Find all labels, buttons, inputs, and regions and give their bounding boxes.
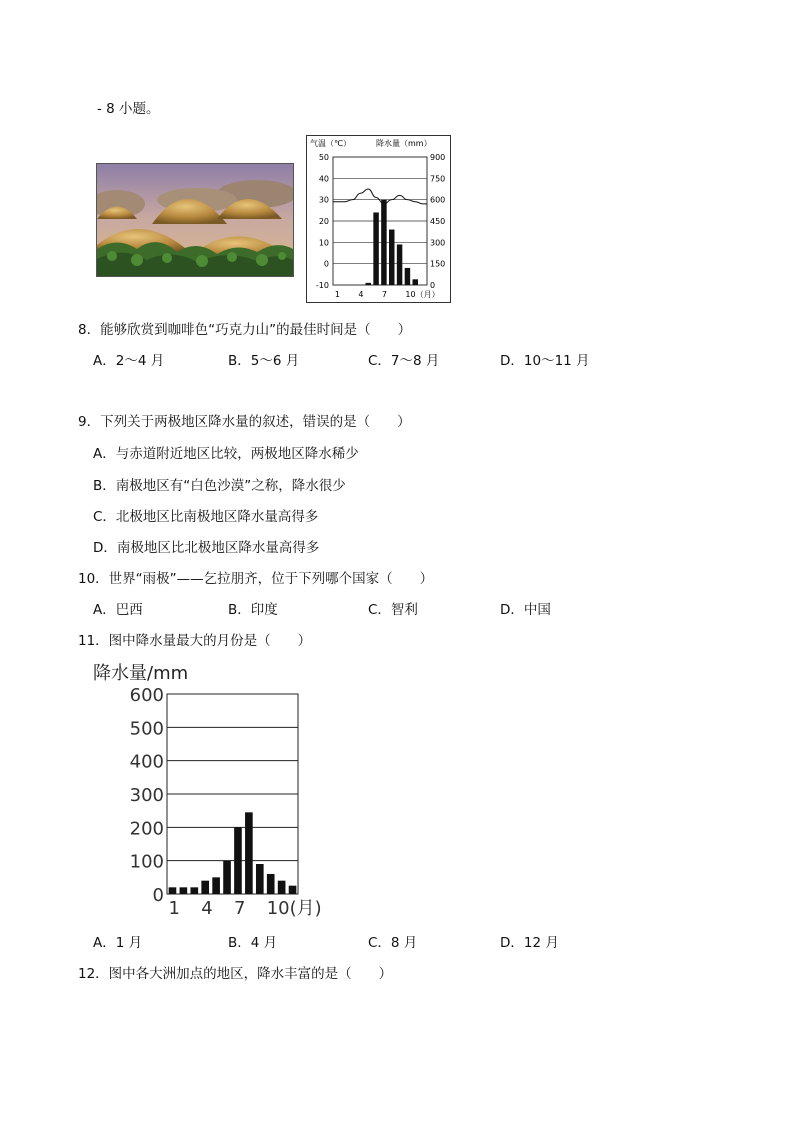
chart1-precip-bar (405, 268, 410, 285)
chart1-right-tick: 0 (430, 281, 436, 290)
q11-option-a[interactable]: A．1 月 (93, 935, 143, 951)
q9-stem: 9．下列关于两极地区降水量的叙述，错误的是（ ） (78, 414, 411, 430)
q11-stem: 11．图中降水量最大的月份是（ ） (78, 633, 312, 649)
chocolate-hills-photo (96, 163, 294, 277)
intro-text: - 8 小题。 (97, 101, 160, 117)
chart1-precip-bar (413, 279, 418, 285)
climate-chart (306, 135, 451, 303)
chart1-left-tick: 50 (318, 153, 329, 162)
chart1-precip-bar (397, 244, 402, 285)
chart2-y-tick: 500 (129, 718, 164, 740)
chart2-x-tick: 1 (168, 898, 180, 919)
chart2-y-tick: 200 (129, 818, 164, 840)
q11-option-b[interactable]: B．4 月 (228, 935, 278, 951)
chart2-x-tick: 7 (233, 898, 246, 919)
q10-option-b[interactable]: B．印度 (228, 602, 278, 618)
chart1-right-tick: 750 (430, 174, 446, 184)
chart2-bar (180, 887, 188, 894)
chart1-precip-bar (373, 212, 378, 285)
q8-option-d[interactable]: D．10～11 月 (500, 353, 590, 369)
chart1-precip-bar (366, 283, 371, 285)
chart1-precip-bar (389, 230, 394, 285)
chart2-y-tick: 600 (129, 685, 164, 706)
chart2-bar (245, 812, 253, 894)
chart2-bar (289, 886, 297, 894)
chart1-right-tick: 150 (430, 259, 446, 269)
q11-option-c[interactable]: C．8 月 (368, 935, 418, 951)
q10-option-c[interactable]: C．智利 (368, 602, 418, 618)
chart1-right-tick: 450 (430, 217, 446, 226)
chart2-bar (169, 887, 177, 894)
chart2-y-tick: 0 (152, 885, 164, 906)
q8-option-b[interactable]: B．5～6 月 (228, 353, 300, 369)
q9-option-a[interactable]: A．与赤道附近地区比较，两极地区降水稀少 (93, 446, 359, 462)
chart1-left-tick: 30 (318, 195, 329, 205)
chart1-left-tick: 40 (318, 174, 329, 184)
chart1-left-tick: 20 (318, 217, 329, 226)
q10-option-d[interactable]: D．中国 (500, 602, 551, 618)
chart1-right-tick: 600 (430, 195, 446, 205)
chart2-x-tick: 10(月) (266, 898, 322, 919)
chart2-bar (190, 887, 198, 894)
chart1-x-tick: 7 (381, 290, 388, 299)
q9-option-d[interactable]: D．南极地区比北极地区降水量高得多 (93, 540, 320, 556)
chart2-y-tick: 100 (129, 851, 164, 873)
chart2-y-axis-label: 降水量/mm (93, 663, 189, 684)
q8-option-c[interactable]: C．7～8 月 (368, 353, 440, 369)
q8-stem: 8．能够欣赏到咖啡色“巧克力山”的最佳时间是（ ） (78, 322, 412, 338)
chart1-precip-bar (381, 200, 386, 285)
chart1-x-tick: 10（月） (405, 290, 440, 299)
chart1-left-tick: 10 (318, 238, 329, 248)
chart1-right-tick: 900 (430, 153, 446, 162)
chart2-y-tick: 400 (129, 751, 164, 773)
chart1-left-tick: -10 (315, 281, 329, 290)
chart2-bar (212, 877, 220, 894)
chart2-bar (267, 874, 275, 894)
chart2-bar (256, 864, 264, 894)
chart2-bar (234, 827, 242, 894)
chart1-right-tick: 300 (430, 238, 446, 248)
q11-option-d[interactable]: D．12 月 (500, 935, 559, 951)
q9-option-b[interactable]: B．南极地区有“白色沙漠”之称，降水很少 (93, 478, 346, 494)
q8-option-a[interactable]: A．2～4 月 (93, 353, 165, 369)
chart1-x-tick: 1 (334, 290, 341, 299)
chart2-bar (278, 881, 286, 894)
q10-stem: 10．世界“雨极”——乞拉朋齐，位于下列哪个国家（ ） (78, 571, 434, 587)
chart1-left-axis-label: 气温（℃） (310, 139, 351, 148)
chart2-x-tick: 4 (201, 898, 213, 919)
chart2-bar (201, 881, 209, 894)
chart2-y-tick: 300 (129, 785, 164, 806)
chart1-x-tick: 4 (358, 290, 364, 299)
q12-stem: 12．图中各大洲加点的地区，降水丰富的是（ ） (78, 966, 393, 982)
chart1-right-axis-label: 降水量（mm） (376, 139, 432, 148)
precipitation-chart (90, 660, 330, 925)
q10-option-a[interactable]: A．巴西 (93, 602, 143, 618)
chart2-bar (223, 861, 231, 894)
chart1-left-tick: 0 (323, 259, 329, 269)
q9-option-c[interactable]: C．北极地区比南极地区降水量高得多 (93, 509, 319, 525)
